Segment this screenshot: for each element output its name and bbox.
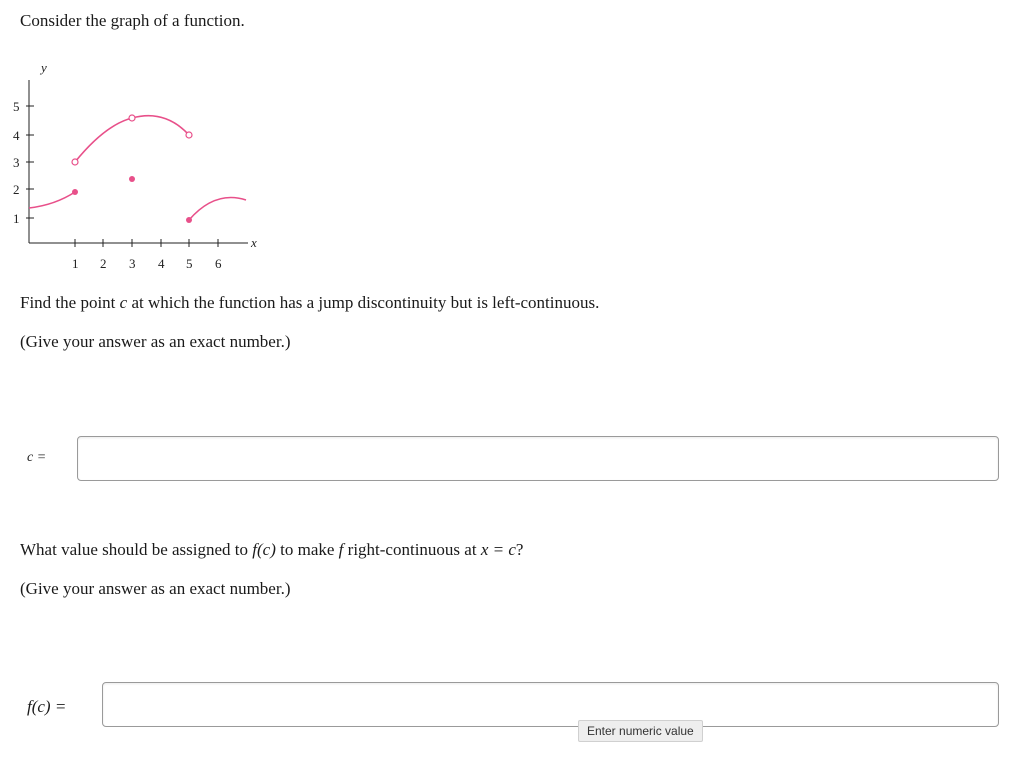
open-point [129, 115, 135, 121]
closed-points [72, 176, 192, 223]
numeric-value-tooltip: Enter numeric value [578, 720, 703, 742]
y-tick-label: 5 [13, 99, 20, 114]
y-tick-label: 3 [13, 155, 20, 170]
x-tick-label: 3 [129, 256, 136, 271]
x-equals-c: x = c [480, 540, 516, 559]
part1-question: Find the point c at which the function has a jump discontinuity but is left-continuous. [20, 293, 600, 312]
y-axis-label: y [41, 60, 47, 75]
curve-piece-1 [29, 192, 75, 208]
f-of-c: f(c) [252, 540, 276, 559]
intro-text: Consider the graph of a function. [20, 11, 245, 30]
x-axis-label: x [251, 235, 257, 250]
closed-point [129, 176, 135, 182]
x-tick-label: 6 [215, 256, 222, 271]
closed-point [186, 217, 192, 223]
fc-input[interactable] [102, 682, 999, 727]
y-tick-label: 4 [13, 128, 20, 143]
y-tick-label: 2 [13, 182, 20, 197]
curve-piece-2 [75, 118, 132, 162]
part2-hint: (Give your answer as an exact number.) [20, 579, 291, 598]
open-point [72, 159, 78, 165]
fc-label: f(c) = [27, 697, 67, 716]
curve-piece-4 [189, 198, 246, 221]
x-tick-label: 1 [72, 256, 79, 271]
part2-question: What value should be assigned to f(c) to make f right-continuous at x = c? [20, 540, 524, 559]
curve-piece-3 [132, 116, 189, 135]
c-input[interactable] [77, 436, 999, 481]
y-tick-label: 1 [13, 211, 20, 226]
x-tick-label: 5 [186, 256, 193, 271]
c-label: c = [27, 450, 47, 465]
var-c: c [119, 293, 128, 312]
x-tick-label: 4 [158, 256, 165, 271]
var-f: f [338, 540, 344, 559]
x-tick-label: 2 [100, 256, 107, 271]
function-graph [0, 55, 270, 280]
y-ticks [26, 106, 34, 218]
part1-hint: (Give your answer as an exact number.) [20, 332, 291, 351]
open-point [186, 132, 192, 138]
closed-point [72, 189, 78, 195]
